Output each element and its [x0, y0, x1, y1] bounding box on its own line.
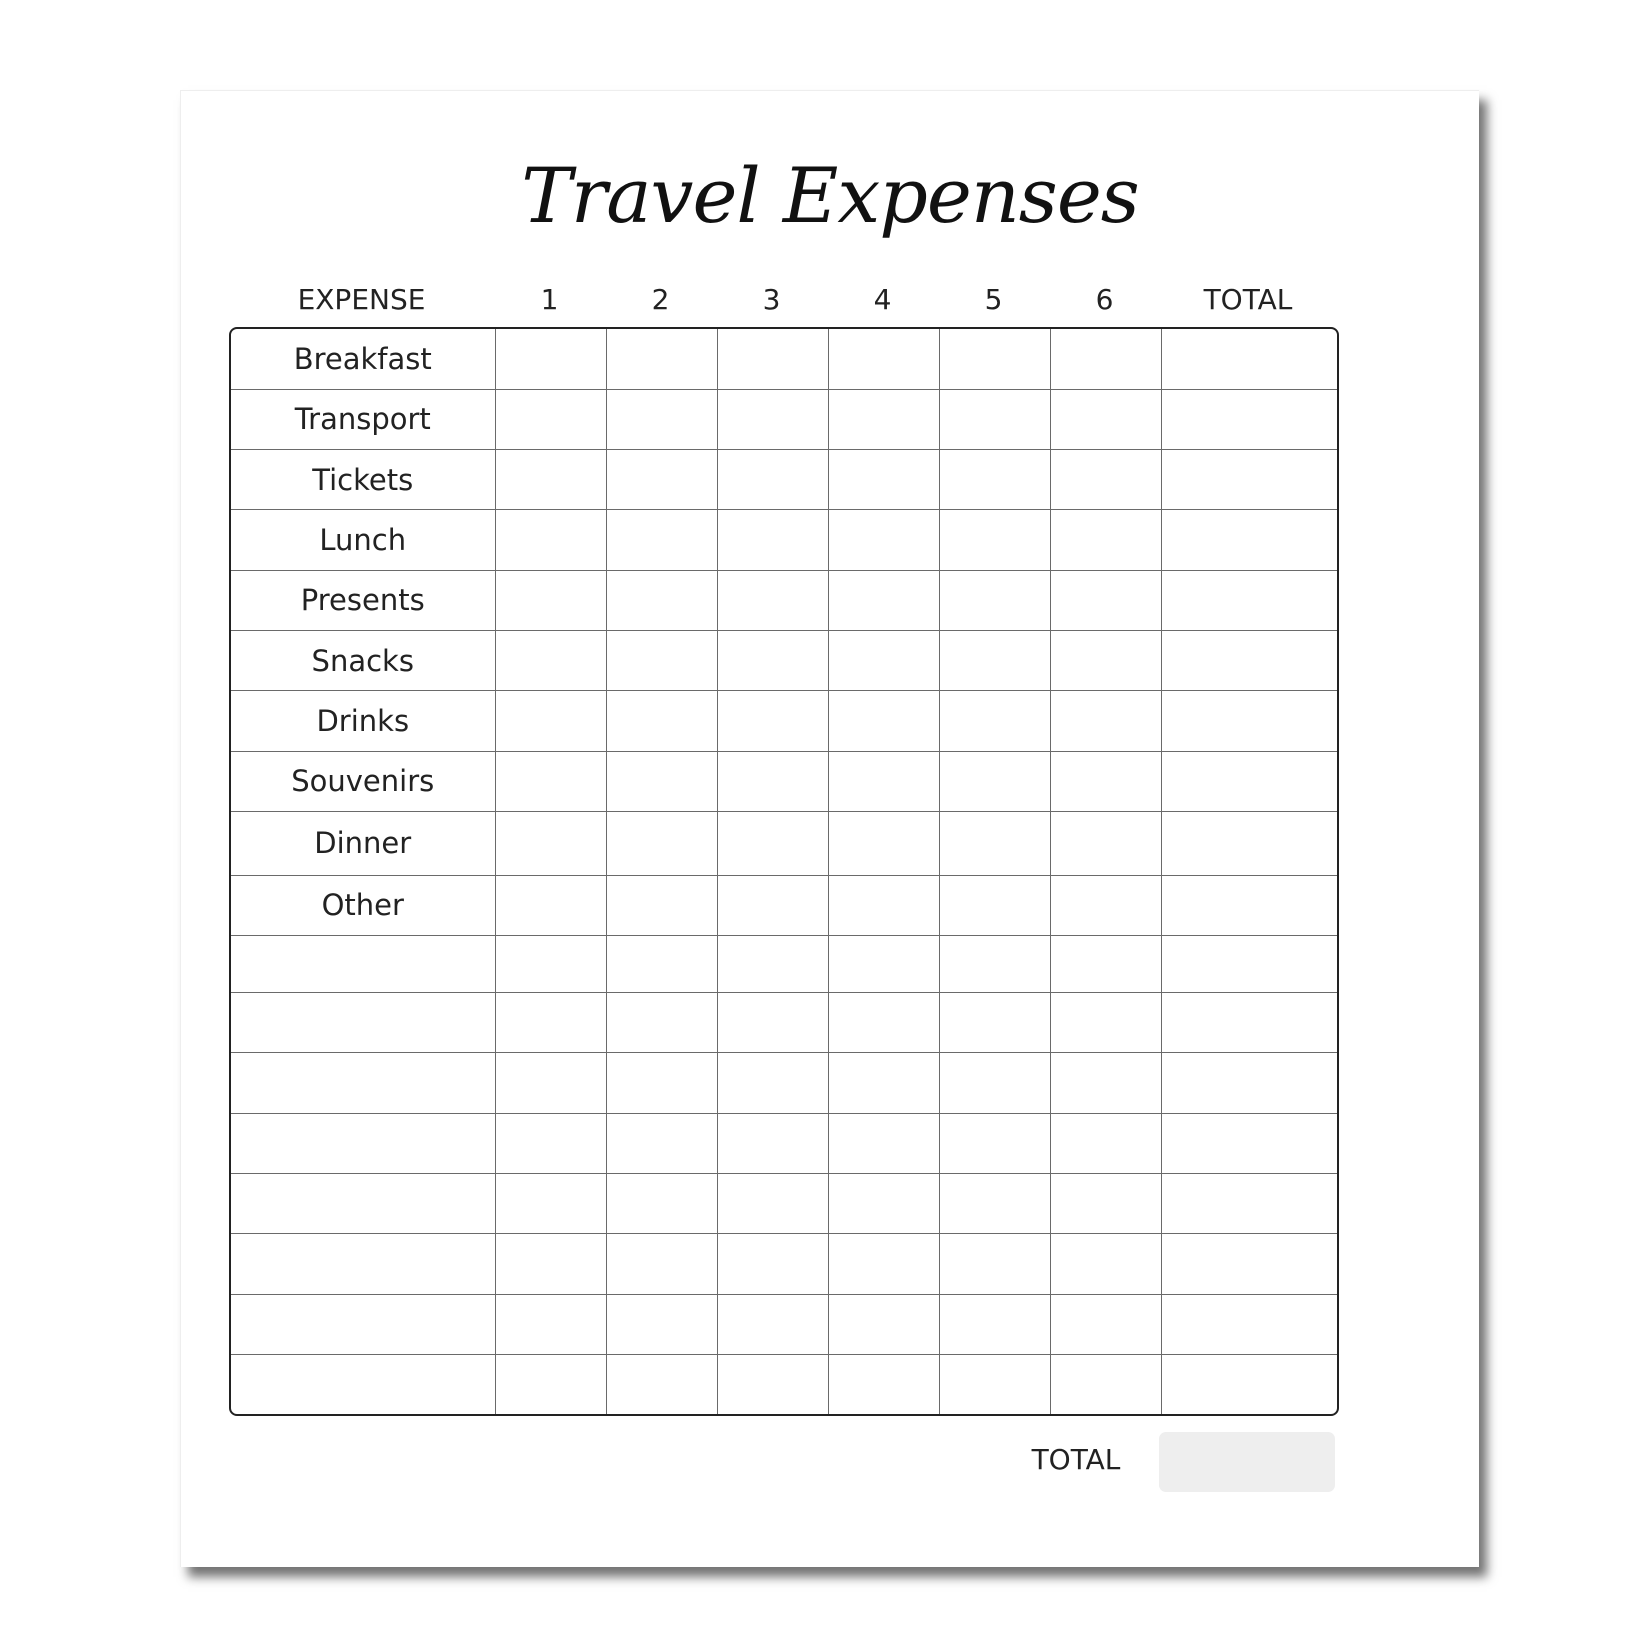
header-day-4: 4: [873, 283, 892, 316]
row-total-cell[interactable]: [1161, 570, 1337, 630]
day-4-cell[interactable]: [828, 1174, 939, 1234]
day-1-cell[interactable]: [495, 1234, 606, 1294]
day-2-cell[interactable]: [606, 1294, 717, 1354]
expense-label-cell[interactable]: [231, 1113, 495, 1173]
row-total-cell[interactable]: [1161, 389, 1337, 449]
day-6-cell[interactable]: [1050, 1294, 1161, 1354]
day-6-cell[interactable]: [1050, 631, 1161, 691]
row-total-cell[interactable]: [1161, 1355, 1337, 1414]
day-5-cell[interactable]: [939, 1234, 1050, 1294]
table-row: [231, 1053, 1337, 1113]
day-4-cell[interactable]: [828, 1355, 939, 1414]
day-1-cell[interactable]: [495, 329, 606, 389]
day-5-cell[interactable]: [939, 691, 1050, 751]
expense-label-cell: Drinks: [231, 691, 495, 751]
day-3-cell[interactable]: [717, 751, 828, 811]
day-5-cell[interactable]: [939, 631, 1050, 691]
table-row: [231, 935, 1337, 992]
header-day-3: 3: [762, 283, 781, 316]
day-6-cell[interactable]: [1050, 1113, 1161, 1173]
day-4-cell[interactable]: [828, 691, 939, 751]
day-5-cell[interactable]: [939, 1113, 1050, 1173]
day-2-cell[interactable]: [606, 1113, 717, 1173]
day-5-cell[interactable]: [939, 993, 1050, 1053]
day-3-cell[interactable]: [717, 1113, 828, 1173]
table-row: [231, 993, 1337, 1053]
day-2-cell[interactable]: [606, 389, 717, 449]
day-5-cell[interactable]: [939, 1174, 1050, 1234]
expense-label-cell: Snacks: [231, 631, 495, 691]
day-4-cell[interactable]: [828, 389, 939, 449]
day-6-cell[interactable]: [1050, 1053, 1161, 1113]
day-1-cell[interactable]: [495, 1174, 606, 1234]
day-2-cell[interactable]: [606, 812, 717, 876]
row-total-cell[interactable]: [1161, 751, 1337, 811]
day-4-cell[interactable]: [828, 570, 939, 630]
day-3-cell[interactable]: [717, 1294, 828, 1354]
day-2-cell[interactable]: [606, 329, 717, 389]
day-2-cell[interactable]: [606, 875, 717, 935]
day-6-cell[interactable]: [1050, 1355, 1161, 1414]
expense-label-cell: Transport: [231, 389, 495, 449]
expense-label-cell[interactable]: [231, 1234, 495, 1294]
day-2-cell[interactable]: [606, 751, 717, 811]
day-6-cell[interactable]: [1050, 875, 1161, 935]
day-2-cell[interactable]: [606, 691, 717, 751]
table-row: [231, 875, 1337, 935]
day-6-cell[interactable]: [1050, 1234, 1161, 1294]
day-3-cell[interactable]: [717, 875, 828, 935]
day-5-cell[interactable]: [939, 389, 1050, 449]
column-headers: [229, 278, 1339, 322]
header-day-5: 5: [984, 283, 1003, 316]
day-6-cell[interactable]: [1050, 570, 1161, 630]
expense-label-cell: Other: [231, 875, 495, 935]
day-1-cell[interactable]: [495, 631, 606, 691]
table-row: [231, 631, 1337, 691]
day-1-cell[interactable]: [495, 450, 606, 510]
day-4-cell[interactable]: [828, 935, 939, 992]
expense-label-cell[interactable]: [231, 1174, 495, 1234]
header-day-1: 1: [540, 283, 559, 316]
row-total-cell[interactable]: [1161, 1053, 1337, 1113]
day-6-cell[interactable]: [1050, 1174, 1161, 1234]
row-total-cell[interactable]: [1161, 1234, 1337, 1294]
expense-label-cell[interactable]: [231, 1053, 495, 1113]
header-day-6: 6: [1095, 283, 1114, 316]
day-5-cell[interactable]: [939, 570, 1050, 630]
table-row: [231, 1174, 1337, 1234]
day-4-cell[interactable]: [828, 1113, 939, 1173]
day-3-cell[interactable]: [717, 1174, 828, 1234]
header-day-2: 2: [651, 283, 670, 316]
day-3-cell[interactable]: [717, 1053, 828, 1113]
table-row: [231, 751, 1337, 811]
expense-label-cell: Dinner: [231, 812, 495, 876]
day-6-cell[interactable]: [1050, 993, 1161, 1053]
day-4-cell[interactable]: [828, 329, 939, 389]
day-3-cell[interactable]: [717, 812, 828, 876]
day-5-cell[interactable]: [939, 935, 1050, 992]
header-expense: EXPENSE: [297, 283, 426, 316]
day-2-cell[interactable]: [606, 570, 717, 630]
day-4-cell[interactable]: [828, 450, 939, 510]
day-6-cell[interactable]: [1050, 751, 1161, 811]
row-total-cell[interactable]: [1161, 510, 1337, 570]
day-3-cell[interactable]: [717, 389, 828, 449]
expense-label-cell[interactable]: [231, 1355, 495, 1414]
expense-label-cell: Lunch: [231, 510, 495, 570]
table-row: [231, 1294, 1337, 1354]
day-4-cell[interactable]: [828, 1234, 939, 1294]
day-6-cell[interactable]: [1050, 389, 1161, 449]
day-3-cell[interactable]: [717, 691, 828, 751]
row-total-cell[interactable]: [1161, 875, 1337, 935]
table-row: [231, 389, 1337, 449]
day-6-cell[interactable]: [1050, 691, 1161, 751]
day-5-cell[interactable]: [939, 1355, 1050, 1414]
day-1-cell[interactable]: [495, 993, 606, 1053]
day-3-cell[interactable]: [717, 570, 828, 630]
day-1-cell[interactable]: [495, 691, 606, 751]
day-3-cell[interactable]: [717, 329, 828, 389]
day-4-cell[interactable]: [828, 510, 939, 570]
day-2-cell[interactable]: [606, 450, 717, 510]
grand-total-label: TOTAL: [1031, 1443, 1121, 1476]
expense-label-cell: Breakfast: [231, 329, 495, 389]
day-6-cell[interactable]: [1050, 935, 1161, 992]
day-1-cell[interactable]: [495, 570, 606, 630]
day-1-cell[interactable]: [495, 1294, 606, 1354]
day-6-cell[interactable]: [1050, 329, 1161, 389]
expense-sheet: [180, 90, 1479, 1567]
day-1-cell[interactable]: [495, 1355, 606, 1414]
expense-label-cell: Souvenirs: [231, 751, 495, 811]
day-4-cell[interactable]: [828, 1053, 939, 1113]
day-2-cell[interactable]: [606, 1174, 717, 1234]
day-4-cell[interactable]: [828, 812, 939, 876]
row-total-cell[interactable]: [1161, 1294, 1337, 1354]
expense-label-cell[interactable]: [231, 1294, 495, 1354]
day-2-cell[interactable]: [606, 1234, 717, 1294]
grand-total-field[interactable]: [1159, 1432, 1335, 1492]
day-4-cell[interactable]: [828, 631, 939, 691]
day-4-cell[interactable]: [828, 993, 939, 1053]
page-title: Travel Expenses: [521, 151, 1139, 240]
table-row: [231, 1113, 1337, 1173]
day-6-cell[interactable]: [1050, 450, 1161, 510]
day-1-cell[interactable]: [495, 751, 606, 811]
expense-table: [229, 327, 1339, 1416]
day-1-cell[interactable]: [495, 510, 606, 570]
day-3-cell[interactable]: [717, 450, 828, 510]
day-3-cell[interactable]: [717, 631, 828, 691]
expense-label-cell[interactable]: [231, 935, 495, 992]
day-3-cell[interactable]: [717, 1355, 828, 1414]
row-total-cell[interactable]: [1161, 329, 1337, 389]
day-5-cell[interactable]: [939, 875, 1050, 935]
expense-label-cell[interactable]: [231, 993, 495, 1053]
day-3-cell[interactable]: [717, 935, 828, 992]
day-5-cell[interactable]: [939, 812, 1050, 876]
table-row: [231, 1234, 1337, 1294]
day-4-cell[interactable]: [828, 751, 939, 811]
row-total-cell[interactable]: [1161, 993, 1337, 1053]
table-row: [231, 812, 1337, 876]
row-total-cell[interactable]: [1161, 450, 1337, 510]
day-2-cell[interactable]: [606, 1355, 717, 1414]
row-total-cell[interactable]: [1161, 1174, 1337, 1234]
day-2-cell[interactable]: [606, 993, 717, 1053]
day-5-cell[interactable]: [939, 751, 1050, 811]
day-5-cell[interactable]: [939, 1294, 1050, 1354]
day-6-cell[interactable]: [1050, 812, 1161, 876]
day-2-cell[interactable]: [606, 510, 717, 570]
row-total-cell[interactable]: [1161, 691, 1337, 751]
day-4-cell[interactable]: [828, 875, 939, 935]
table-row: [231, 691, 1337, 751]
expense-label-cell: Presents: [231, 570, 495, 630]
day-1-cell[interactable]: [495, 1113, 606, 1173]
day-5-cell[interactable]: [939, 329, 1050, 389]
row-total-cell[interactable]: [1161, 1113, 1337, 1173]
table-row: [231, 570, 1337, 630]
table-row: [231, 1355, 1337, 1414]
day-1-cell[interactable]: [495, 812, 606, 876]
day-1-cell[interactable]: [495, 875, 606, 935]
row-total-cell[interactable]: [1161, 631, 1337, 691]
day-5-cell[interactable]: [939, 1053, 1050, 1113]
table-row: [231, 329, 1337, 389]
day-2-cell[interactable]: [606, 1053, 717, 1113]
row-total-cell[interactable]: [1161, 935, 1337, 992]
table-row: [231, 510, 1337, 570]
day-3-cell[interactable]: [717, 1234, 828, 1294]
day-4-cell[interactable]: [828, 1294, 939, 1354]
header-total: TOTAL: [1203, 283, 1293, 316]
day-1-cell[interactable]: [495, 389, 606, 449]
day-6-cell[interactable]: [1050, 510, 1161, 570]
day-2-cell[interactable]: [606, 631, 717, 691]
row-total-cell[interactable]: [1161, 812, 1337, 876]
day-3-cell[interactable]: [717, 510, 828, 570]
day-5-cell[interactable]: [939, 510, 1050, 570]
day-1-cell[interactable]: [495, 1053, 606, 1113]
table-row: [231, 450, 1337, 510]
day-2-cell[interactable]: [606, 935, 717, 992]
day-3-cell[interactable]: [717, 993, 828, 1053]
day-1-cell[interactable]: [495, 935, 606, 992]
day-5-cell[interactable]: [939, 450, 1050, 510]
expense-label-cell: Tickets: [231, 450, 495, 510]
